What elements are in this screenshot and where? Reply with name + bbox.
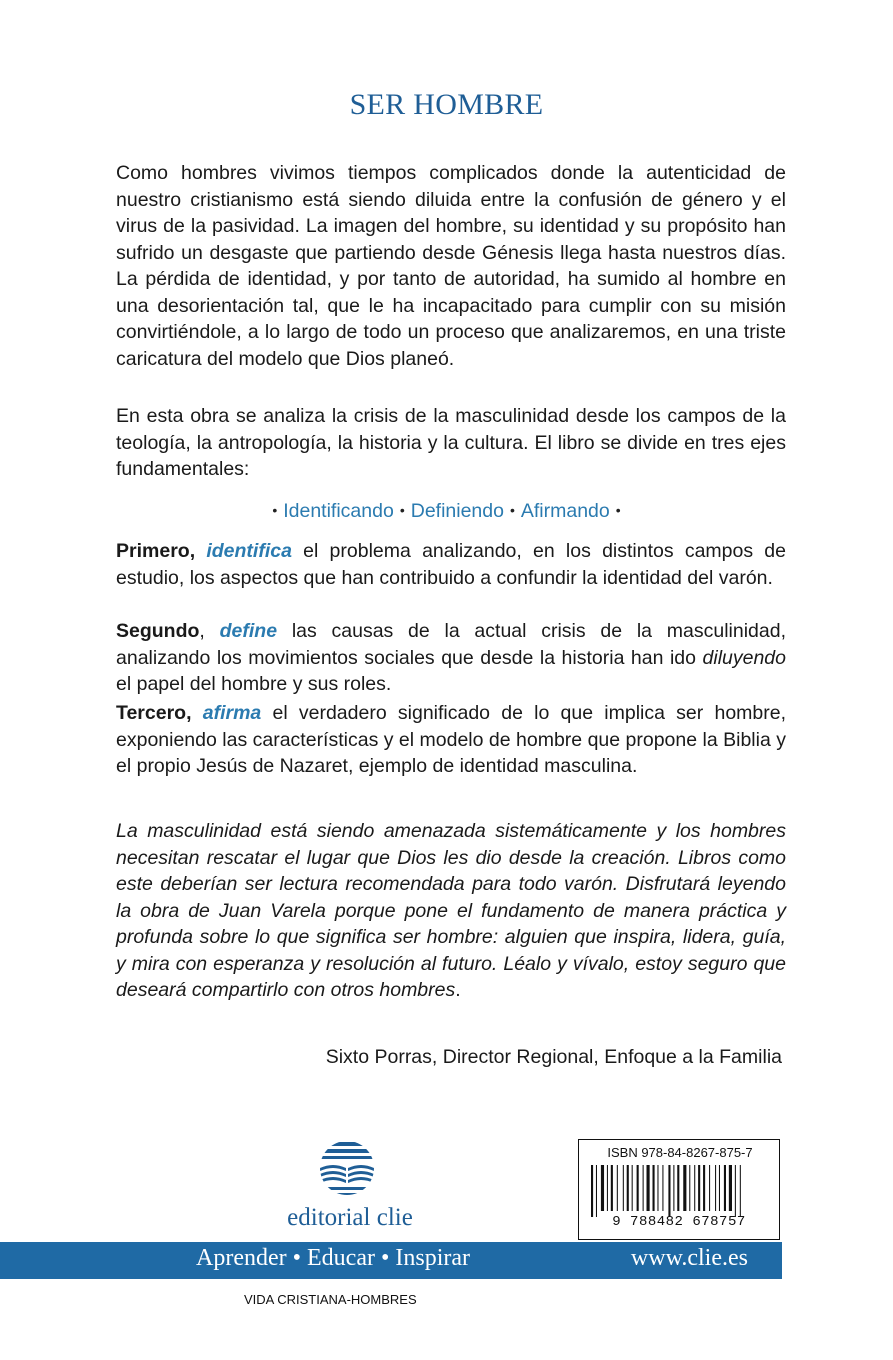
first-keyword: identifica bbox=[206, 540, 292, 562]
barcode-bar bbox=[653, 1165, 655, 1211]
barcode-bar bbox=[647, 1165, 650, 1211]
publisher-url[interactable]: www.clie.es bbox=[630, 1245, 748, 1271]
endorsement-quote bbox=[116, 818, 786, 1004]
second-comma: , bbox=[199, 620, 205, 642]
axis-definiendo: Definiendo bbox=[410, 500, 504, 522]
second-text: las causas de la actual crisis de la masculinidad, analizando los movimientos sociales que desde la historia han ido bbox=[116, 620, 786, 669]
endorsement-signature: Sixto Porras, Director Regional, Enfoque a la Familia bbox=[325, 1046, 782, 1068]
barcode-bar bbox=[662, 1165, 663, 1211]
barcode-bar bbox=[709, 1165, 710, 1211]
publisher-name: editorial clie bbox=[287, 1204, 413, 1231]
bullet-icon: • bbox=[399, 502, 405, 518]
barcode-bar bbox=[591, 1165, 593, 1217]
barcode-bar bbox=[668, 1165, 670, 1217]
barcode-bar bbox=[632, 1165, 633, 1211]
third-paragraph bbox=[116, 700, 786, 780]
bullet-icon: • bbox=[272, 502, 278, 518]
barcode-bar bbox=[677, 1165, 679, 1211]
third-keyword: afirma bbox=[202, 702, 262, 724]
third-text: el verdadero significado de lo que implica ser hombre, exponiendo las características y el modelo de hombre que propone la Biblia y el propio Jesús de Nazaret, ejemplo de identidad masculina. bbox=[116, 702, 787, 777]
third-lead: Tercero, bbox=[116, 702, 192, 724]
barcode-bar bbox=[596, 1165, 597, 1217]
second-italic-word: diluyendo bbox=[702, 646, 786, 669]
isbn-label: ISBN 978-84-8267-875-7 bbox=[607, 1145, 753, 1160]
quote-text: La masculinidad está siendo amenazada sistemáticamente y los hombres necesitan rescatar el lugar que Dios les dio desde la creación. Libros como este deberían ser lectura recomendada para todo varón. Disfrutará leyendo la obra de Juan Varela porque pone el fundamento de manera práctica y profunda sobre lo que significa ser hombre: alguien que inspira, lidera, guía, y mira con esperanza y resolución al futuro. Léalo y vívalo, estoy seguro que deseará compartirlo con otros hombres bbox=[116, 820, 786, 1001]
overview-text: En esta obra se analiza la crisis de la masculinidad desde los campos de la teología, la antropología, la historia y la cultura. El libro se divide en tres ejes fundamentales: bbox=[116, 405, 786, 480]
bullet-icon: • bbox=[509, 502, 515, 518]
barcode-bar bbox=[643, 1165, 644, 1211]
quote-end: . bbox=[455, 979, 461, 1001]
bullet-icon: • bbox=[615, 502, 621, 518]
book-title: SER HOMBRE bbox=[349, 88, 544, 121]
barcode-digits: 9 788482 678757 bbox=[612, 1214, 746, 1230]
barcode-icon bbox=[589, 1165, 769, 1217]
barcode-bar bbox=[637, 1165, 639, 1211]
barcode-bar bbox=[689, 1165, 690, 1211]
second-keyword: define bbox=[219, 620, 278, 642]
barcode-bar bbox=[740, 1165, 741, 1217]
barcode-bar bbox=[683, 1165, 686, 1211]
publisher-logo bbox=[270, 1138, 430, 1238]
barcode-bar bbox=[724, 1165, 726, 1211]
category-label: VIDA CRISTIANA-HOMBRES bbox=[244, 1292, 417, 1307]
footer-tagline: Aprender • Educar • Inspirar bbox=[196, 1245, 471, 1271]
barcode-bar bbox=[715, 1165, 716, 1211]
overview-paragraph bbox=[116, 403, 786, 483]
barcode-bar bbox=[719, 1165, 720, 1211]
barcode-bar bbox=[617, 1165, 618, 1211]
first-paragraph bbox=[116, 538, 786, 591]
barcode-bar bbox=[623, 1165, 624, 1211]
intro-paragraph bbox=[116, 160, 786, 372]
barcode-bar bbox=[694, 1165, 695, 1211]
first-lead: Primero, bbox=[116, 540, 196, 562]
second-tail: el papel del hombre y sus roles. bbox=[116, 673, 392, 695]
axis-afirmando: Afirmando bbox=[520, 500, 610, 522]
footer-band bbox=[0, 1242, 782, 1279]
barcode-bar bbox=[735, 1165, 736, 1217]
open-book-globe-icon bbox=[317, 1138, 377, 1198]
first-text: el problema analizando, en los distintos campos de estudio, los aspectos que han contribuido a confundir la identidad del varón. bbox=[116, 540, 787, 589]
second-paragraph bbox=[116, 618, 786, 698]
barcode-bar bbox=[607, 1165, 608, 1211]
barcode-bar bbox=[627, 1165, 629, 1211]
barcode-bar bbox=[698, 1165, 700, 1211]
intro-text: Como hombres vivimos tiempos complicados donde la autenticidad de nuestro cristianismo está siendo diluida entre la confusión de género y el virus de la pasividad. La imagen del hombre, su identidad y su propósito han sufrido un desgaste que partiendo desde Génesis llega hasta nuestros días. La pérdida de identidad, y por tanto de autoridad, ha sumido al hombre en una desorientación tal, que le ha incapacitado para cumplir con su misión convirtiéndole, a lo largo de todo un proceso que analizaremos, en una triste caricatura del modelo que Dios planeó. bbox=[116, 162, 786, 370]
isbn-barcode-box bbox=[578, 1139, 780, 1240]
axes-list bbox=[0, 496, 893, 525]
barcode-bar bbox=[703, 1165, 705, 1211]
barcode-bar bbox=[657, 1165, 658, 1211]
barcode-bar bbox=[601, 1165, 604, 1211]
axis-identificando: Identificando bbox=[283, 500, 394, 522]
barcode-bar bbox=[673, 1165, 674, 1211]
second-lead: Segundo bbox=[116, 620, 200, 642]
barcode-bar bbox=[729, 1165, 732, 1211]
barcode-bar bbox=[611, 1165, 613, 1211]
